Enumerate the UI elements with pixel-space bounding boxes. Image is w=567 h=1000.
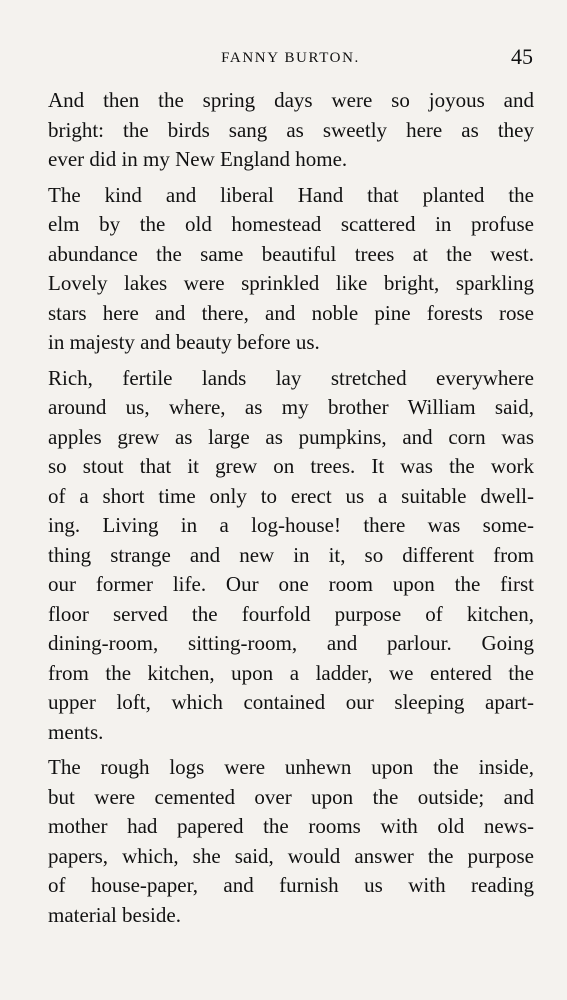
text-line: our former life. Our one room upon the first xyxy=(48,572,534,596)
text-line: but were cemented over upon the outside; and xyxy=(48,784,534,809)
running-head xyxy=(48,44,533,74)
paragraph xyxy=(48,86,534,175)
text-line: ments. xyxy=(48,719,104,744)
text-line: bright: the birds sang as sweetly here as they xyxy=(48,117,534,142)
text-line: so stout that it grew on trees. It was the work xyxy=(48,454,534,478)
text-line: upper loft, which contained our sleeping apart- xyxy=(48,690,534,714)
text-line: stars here and there, and noble pine forests rose xyxy=(48,300,534,325)
text-line: abundance the same beautiful trees at the west. xyxy=(48,241,534,266)
paragraph xyxy=(48,753,534,930)
text-line: from the kitchen, upon a ladder, we entered the xyxy=(48,660,534,685)
text-line: mother had papered the rooms with old news- xyxy=(48,814,534,838)
body-text xyxy=(48,86,534,930)
text-line: floor served the fourfold purpose of kitchen, xyxy=(48,601,534,626)
text-line: ing. Living in a log-house! there was some- xyxy=(48,513,534,537)
text-line: Rich, fertile lands lay stretched everywhere xyxy=(48,365,534,390)
paragraph xyxy=(48,181,534,358)
text-line: papers, which, she said, would answer the purpose xyxy=(48,843,534,868)
page-number: 45 xyxy=(511,44,533,69)
text-line: apples grew as large as pumpkins, and corn was xyxy=(48,424,534,449)
text-line: elm by the old homestead scattered in profuse xyxy=(48,212,534,236)
text-line: material beside. xyxy=(48,902,181,927)
text-line: And then the spring days were so joyous and xyxy=(48,88,534,112)
text-line: of a short time only to erect us a suitable dwell- xyxy=(48,483,534,508)
text-line: in majesty and beauty before us. xyxy=(48,330,320,354)
running-title: FANNY BURTON. xyxy=(221,50,360,66)
paragraph xyxy=(48,364,534,748)
text-line: dining-room, sitting-room, and parlour. Going xyxy=(48,631,534,655)
text-line: around us, where, as my brother William said, xyxy=(48,395,534,419)
text-line: Lovely lakes were sprinkled like bright, sparkling xyxy=(48,271,534,295)
text-line: thing strange and new in it, so different from xyxy=(48,542,534,567)
text-line: The rough logs were unhewn upon the inside, xyxy=(48,755,534,779)
text-line: ever did in my New England home. xyxy=(48,147,348,171)
text-line: The kind and liberal Hand that planted the xyxy=(48,182,534,207)
text-line: of house-paper, and furnish us with reading xyxy=(48,873,534,897)
